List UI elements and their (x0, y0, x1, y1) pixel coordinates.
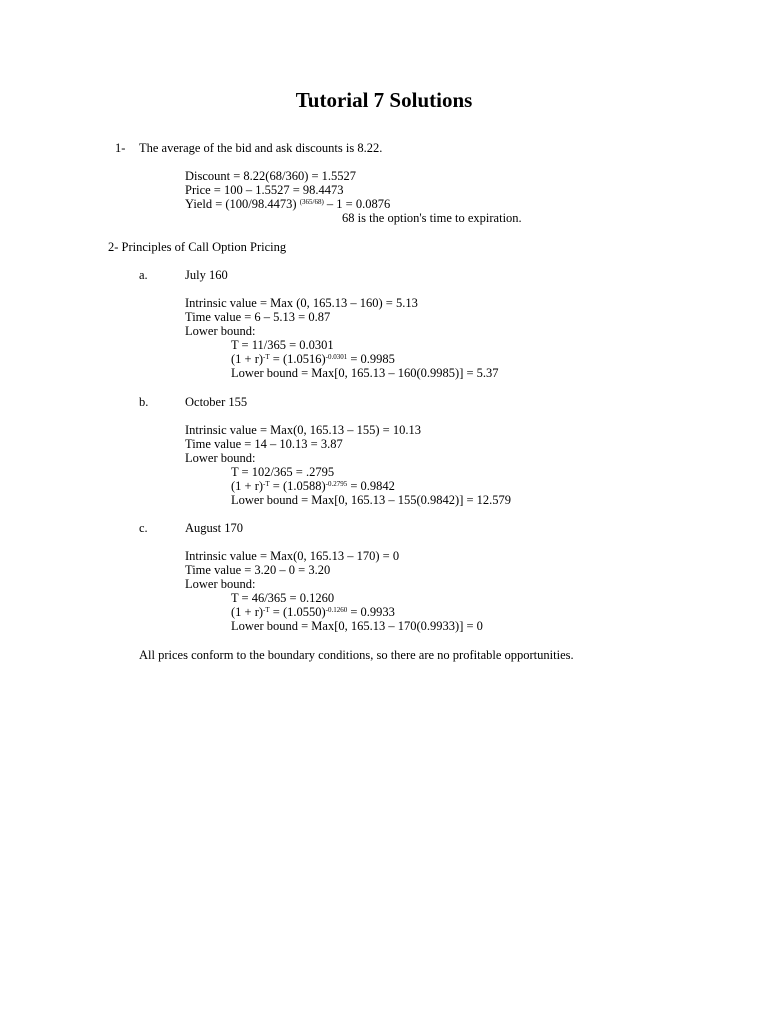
df-mid: = (1.0516) (269, 352, 326, 366)
conclusion: All prices conform to the boundary conditions, so there are no profitable opportunities. (139, 648, 574, 662)
yield-base: Yield = (100/98.4473) (185, 197, 297, 211)
yield-exponent: (365/68) (299, 198, 324, 206)
df-exp-value: -0.1260 (325, 606, 348, 614)
df-exp-value: -0.2795 (325, 480, 348, 488)
part-c-lower-bound: Lower bound = Max[0, 165.13 – 170(0.9933)] = 0 (231, 619, 483, 633)
part-a-intrinsic: Intrinsic value = Max (0, 165.13 – 160) = 5.13 (185, 296, 418, 310)
part-c-lower-bound-label: Lower bound: (185, 577, 256, 591)
part-b-intrinsic: Intrinsic value = Max(0, 165.13 – 155) = 10.13 (185, 423, 421, 437)
df-base: (1 + r) (231, 605, 264, 619)
q1-note: 68 is the option's time to expiration. (342, 211, 522, 225)
q1-intro: The average of the bid and ask discounts is 8.22. (139, 141, 383, 155)
df-exp-T: -T (263, 353, 270, 361)
page-title: Tutorial 7 Solutions (295, 88, 473, 112)
df-end: = 0.9842 (347, 479, 395, 493)
yield-rest: – 1 = 0.0876 (323, 197, 391, 211)
df-mid: = (1.0588) (269, 479, 326, 493)
part-a-T: T = 11/365 = 0.0301 (231, 338, 334, 352)
q1-discount: Discount = 8.22(68/360) = 1.5527 (185, 169, 357, 183)
part-c-T: T = 46/365 = 0.1260 (231, 591, 335, 605)
part-c-intrinsic: Intrinsic value = Max(0, 165.13 – 170) = 0 (185, 549, 400, 563)
q2-heading: 2- Principles of Call Option Pricing (108, 240, 287, 254)
part-a-letter: a. (139, 268, 148, 282)
part-c-discount-factor (231, 605, 395, 619)
part-a-discount-factor (231, 352, 395, 366)
df-end: = 0.9985 (347, 352, 395, 366)
part-b-T: T = 102/365 = .2795 (231, 465, 335, 479)
part-b-letter: b. (139, 395, 149, 409)
part-c-name: August 170 (185, 521, 243, 535)
part-c-time-value: Time value = 3.20 – 0 = 3.20 (185, 563, 331, 577)
q1-price: Price = 100 – 1.5527 = 98.4473 (185, 183, 344, 197)
part-b-discount-factor (231, 479, 395, 493)
part-a-time-value: Time value = 6 – 5.13 = 0.87 (185, 310, 331, 324)
df-exp-value: -0.0301 (325, 353, 348, 361)
part-b-name: October 155 (185, 395, 248, 409)
df-base: (1 + r) (231, 479, 264, 493)
part-a-lower-bound: Lower bound = Max[0, 165.13 – 160(0.9985)] = 5.37 (231, 366, 499, 380)
part-b-time-value: Time value = 14 – 10.13 = 3.87 (185, 437, 343, 451)
part-a-name: July 160 (185, 268, 228, 282)
part-b-lower-bound: Lower bound = Max[0, 165.13 – 155(0.9842)] = 12.579 (231, 493, 512, 507)
part-a-lower-bound-label: Lower bound: (185, 324, 256, 338)
df-mid: = (1.0550) (269, 605, 326, 619)
part-c-letter: c. (139, 521, 148, 535)
q1-yield (185, 197, 390, 211)
df-end: = 0.9933 (347, 605, 395, 619)
df-base: (1 + r) (231, 352, 264, 366)
q1-number: 1- (115, 141, 126, 155)
part-b-lower-bound-label: Lower bound: (185, 451, 256, 465)
df-exp-T: -T (263, 480, 270, 488)
df-exp-T: -T (263, 606, 270, 614)
